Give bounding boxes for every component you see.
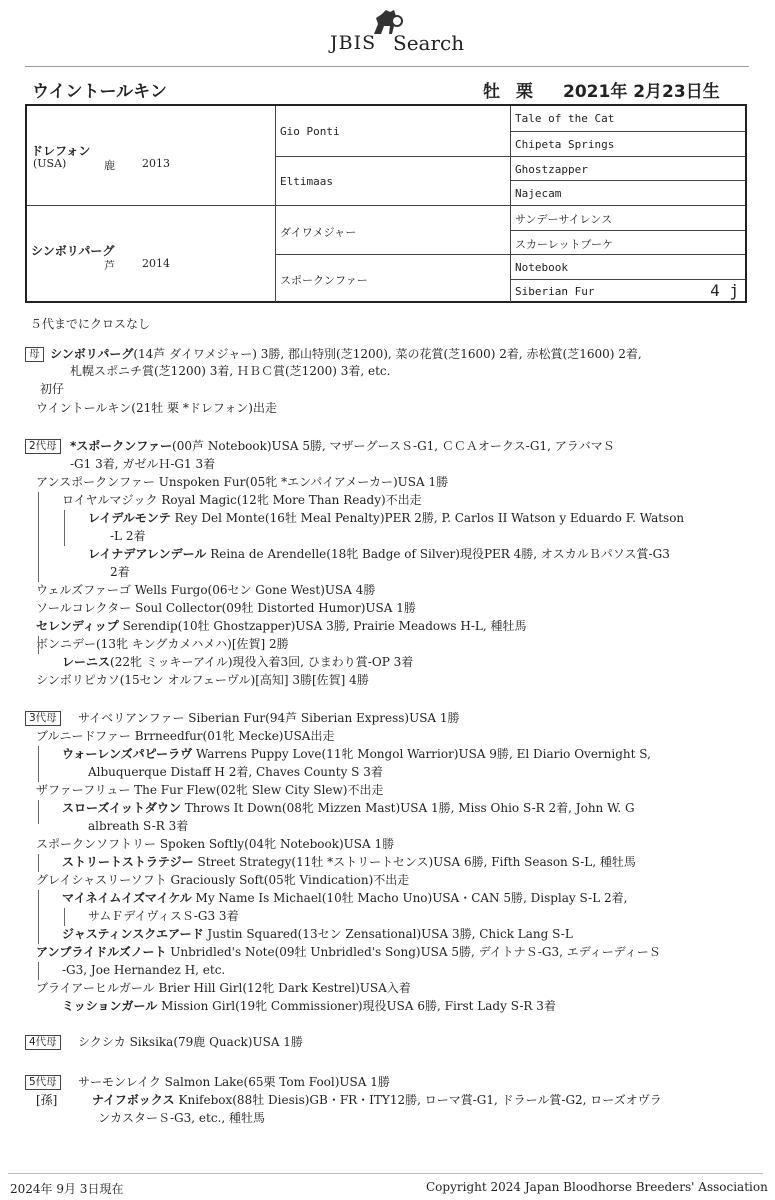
family-line-text: -G3, Joe Hernandez H, etc. <box>62 963 226 977</box>
g2-family-line <box>36 618 526 634</box>
grandchild-prefix: [孫] <box>36 1093 58 1107</box>
g5-family-line <box>92 1092 662 1108</box>
gen3-name[interactable]: Najecam <box>515 187 562 200</box>
tree-connector-line <box>38 746 39 782</box>
g3-section-tag: 3代母 <box>25 711 61 726</box>
g2-family-line <box>70 438 615 454</box>
gen3-name[interactable]: Tale of the Cat <box>515 112 615 125</box>
sire-country: (USA) <box>33 157 67 170</box>
g4-family-line <box>78 1034 303 1050</box>
pedigree-table <box>25 104 747 303</box>
family-line-text: -G1 3着, ガゼルＨ-G1 3着 <box>70 457 216 471</box>
pedigree-gen3-cell <box>511 131 745 156</box>
family-line-text: Warrens Puppy Love(11牝 Mongol Warrior)USA 9勝, El Diario Overnight S, <box>192 747 651 761</box>
pedigree-gen3-cell <box>511 180 745 205</box>
g3-family-line <box>36 872 409 888</box>
g5-family-line <box>78 1074 390 1090</box>
family-line-text: アンスポークンファー Unspoken Fur(05牝 *エンパイアメーカー)USA 1勝 <box>36 475 449 489</box>
dam-family-line <box>40 381 64 397</box>
tree-connector-line <box>38 890 39 944</box>
family-line-text: -L 2着 <box>110 529 146 543</box>
g5-section-tag: 5代母 <box>25 1075 61 1090</box>
g2-family-line <box>36 636 289 652</box>
family-line-text: Mission Girl(19牝 Commissioner)現役USA 6勝, First Lady S-R 3着 <box>157 999 556 1013</box>
horse-name-bold[interactable]: スローズイットダウン <box>62 801 181 815</box>
tree-connector-line <box>38 636 39 654</box>
dam-section-tag: 母 <box>25 347 44 362</box>
family-line-text: (14芦 ダイワメジャー) 3勝, 郡山特別(芝1200), 菜の花賞(芝1600) 2着, 赤松賞(芝1600) 2着, <box>133 347 642 361</box>
family-line-text: 札幌スポニチ賞(芝1200) 3着, ＨＢＣ賞(芝1200) 3着, etc. <box>70 364 391 378</box>
g2-family-line <box>70 456 215 472</box>
horse-sex: 牡 <box>483 82 500 102</box>
family-line-text: (22牝 ミッキーアイル)現役入着3回, ひまわり賞-OP 3着 <box>110 655 414 669</box>
pedigree-gen2-cell <box>276 156 511 205</box>
pedigree-gen3-cell <box>511 106 745 131</box>
family-line-text: Serendip(10牡 Ghostzapper)USA 3勝, Prairie Meadows H-L, 種牡馬 <box>118 619 527 633</box>
pedigree-gen2-cell <box>276 106 511 156</box>
g3-family-line <box>36 836 394 852</box>
family-line-text: シンボリピカソ(15セン オルフェーヴル)[高知] 3勝[佐賀] 4勝 <box>36 673 369 687</box>
g3-family-line <box>88 818 188 834</box>
family-line-text: Justin Squared(13セン Zensational)USA 3勝, Chick Lang S-L <box>203 927 573 941</box>
gen3-name[interactable]: サンデーサイレンス <box>515 213 613 226</box>
horse-name-bold[interactable]: ナイフボックス <box>92 1093 175 1107</box>
family-line-text: Throws It Down(08牝 Mizzen Mast)USA 1勝, Miss Ohio S-R 2着, John W. G <box>180 801 635 815</box>
footer-copyright: Copyright 2024 Japan Bloodhorse Breeders' Association <box>426 1180 768 1194</box>
horse-birth-date: 2021年 2月23日生 <box>563 82 720 102</box>
family-line-text: albreath S-R 3着 <box>88 819 189 833</box>
gen3-name[interactable]: Ghostzapper <box>515 163 588 176</box>
g2-family-line <box>36 582 375 598</box>
horse-name-bold[interactable]: ジャスティンスクエアード <box>62 927 204 941</box>
g2-family-line <box>36 600 416 616</box>
gen3-name[interactable]: Chipeta Springs <box>515 138 615 151</box>
family-line-text: ブライアーヒルガール Brier Hill Girl(12牝 Dark Kestrel)USA入着 <box>36 981 411 995</box>
g5-family-line <box>98 1110 265 1126</box>
family-line-text: ンカスターＳ-G3, etc., 種牡馬 <box>98 1111 265 1125</box>
family-line-text: ブルニードファー Brrneedfur(01牝 Mecke)USA出走 <box>36 729 335 743</box>
family-line-text: Reina de Arendelle(18牝 Badge of Silver)現役PER 4勝, オスカルＢパソス賞-G3 <box>206 547 670 561</box>
g2-family-line <box>110 528 145 544</box>
gen3-name[interactable]: Siberian Fur <box>515 285 595 298</box>
horse-name-bold[interactable]: レイデルモンテ <box>88 511 171 525</box>
g3-family-line <box>88 908 239 924</box>
g2-family-line <box>62 492 422 508</box>
dam-family-line <box>36 400 277 416</box>
family-line-text: スポークンソフトリー Spoken Softly(04牝 Notebook)USA 1勝 <box>36 837 395 851</box>
horse-name-bold[interactable]: アンブライドルズノート <box>36 945 167 959</box>
tree-connector-line <box>38 854 39 872</box>
pedigree-gen3-cell <box>511 254 745 279</box>
gen2-name[interactable]: ダイワメジャー <box>280 226 357 239</box>
pedigree-gen3-cell <box>511 230 745 254</box>
g2-family-line <box>62 654 413 670</box>
horse-name-bold[interactable]: レーニス <box>62 655 111 669</box>
family-line-text: サイベリアンファー Siberian Fur(94芦 Siberian Express)USA 1勝 <box>78 711 460 725</box>
horse-name-bold[interactable]: ミッションガール <box>62 999 158 1013</box>
tree-connector-line <box>64 510 65 546</box>
pedigree-gen3-cell <box>511 156 745 180</box>
family-line-text: サーモンレイク Salmon Lake(65栗 Tom Fool)USA 1勝 <box>78 1075 390 1089</box>
sire-year: 2013 <box>142 157 170 170</box>
logo-search-text: Search <box>393 31 465 55</box>
family-line-text: ウイントールキン(21牡 栗 *ドレフォン)出走 <box>36 401 277 415</box>
gen3-name[interactable]: Notebook <box>515 261 568 274</box>
pedigree-gen3-cell <box>511 279 745 302</box>
family-line-text: Street Strategy(11牡 *ストリートセンス)USA 6勝, Fifth Season S-L, 種牡馬 <box>193 855 636 869</box>
g3-family-line <box>62 998 556 1014</box>
horse-name-bold[interactable]: セレンディップ <box>36 619 119 633</box>
gen2-name[interactable]: Eltimaas <box>280 175 333 188</box>
g2-family-line <box>88 546 670 562</box>
pedigree-sire-cell <box>27 106 276 205</box>
footer-date: 2024年 9月 3日現在 <box>10 1182 124 1196</box>
horse-name-bold[interactable]: シンボリパーグ <box>50 347 134 361</box>
jbis-search-logo[interactable] <box>330 8 470 56</box>
g3-family-line <box>62 890 627 906</box>
family-line-text: サムＦデイヴィスＳ-G3 3着 <box>88 909 239 923</box>
dam-year: 2014 <box>142 257 170 270</box>
g3-family-line <box>88 764 383 780</box>
pedigree-gen2-cell <box>276 254 511 302</box>
g3-family-line <box>78 710 460 726</box>
pedigree-dam-cell <box>27 205 276 302</box>
dam-color: 芦 <box>104 259 115 272</box>
horse-name-bold[interactable]: マイネイムイズマイケル <box>62 891 192 905</box>
horse-name: ウイントールキン <box>32 82 167 102</box>
family-line-text: ザファーフリュー The Fur Flew(02牝 Slew City Slew)不出走 <box>36 783 384 797</box>
sire-name[interactable]: ドレフォン <box>31 144 91 158</box>
family-line-text: My Name Is Michael(10牡 Macho Uno)USA・CAN 5勝, Display S-L 2着, <box>191 891 628 905</box>
gen2-name[interactable]: Gio Ponti <box>280 125 340 138</box>
family-line-text: (00芦 Notebook)USA 5勝, マザーグースＳ-G1, ＣＣＡオークス-G1, アラバマＳ <box>172 439 615 453</box>
g3-family-line <box>62 926 573 942</box>
header-divider <box>25 66 749 67</box>
g2-family-line <box>36 474 448 490</box>
horse-color: 栗 <box>516 82 533 102</box>
g3-family-line <box>62 746 651 762</box>
horse-name-bold[interactable]: ウォーレンズパピーラヴ <box>62 747 193 761</box>
dam-family-line <box>50 346 642 362</box>
g3-family-line <box>36 782 384 798</box>
family-line-text: ロイヤルマジック Royal Magic(12牝 More Than Ready)不出走 <box>62 493 422 507</box>
family-line-text: グレイシャスリーソフト Graciously Soft(05牝 Vindication)不出走 <box>36 873 410 887</box>
logo-jbis-text: JBIS <box>330 32 377 54</box>
family-line-text: ソールコレクター Soul Collector(09牡 Distorted Humor)USA 1勝 <box>36 601 416 615</box>
family-line-text: ウェルズファーゴ Wells Furgo(06セン Gone West)USA 4勝 <box>36 583 376 597</box>
horse-name-bold[interactable]: レイナデアレンデール <box>88 547 207 561</box>
tree-connector-line <box>38 962 39 980</box>
family-line-text: シクシカ Siksika(79鹿 Quack)USA 1勝 <box>78 1035 303 1049</box>
pedigree-gen2-cell <box>276 205 511 254</box>
cross-code: 4 j <box>710 281 739 300</box>
g3-family-line <box>36 980 411 996</box>
pedigree-gen3-cell <box>511 205 745 230</box>
g2-family-line <box>88 510 684 526</box>
horse-name-bold[interactable]: *スポークンファー <box>70 439 173 453</box>
g2-family-line <box>110 564 130 580</box>
g3-family-line <box>62 854 636 870</box>
g3-family-line <box>36 944 661 960</box>
dam-family-line <box>70 363 390 379</box>
horse-name-bold[interactable]: ストリートストラテジー <box>62 855 194 869</box>
tree-connector-line <box>64 908 65 926</box>
g3-family-line <box>62 800 635 816</box>
family-line-text: 2着 <box>110 565 130 579</box>
gen2-name[interactable]: スポークンファー <box>280 274 368 287</box>
g4-section-tag: 4代母 <box>25 1035 61 1050</box>
tree-connector-line <box>38 492 39 582</box>
cross-note: ５代までにクロスなし <box>30 317 151 331</box>
g2-section-tag: 2代母 <box>25 439 61 454</box>
family-line-text: Rey Del Monte(16牡 Meal Penalty)PER 2勝, P. Carlos II Watson y Eduardo F. Watson <box>170 511 685 525</box>
family-line-text: Albuquerque Distaff H 2着, Chaves County S 3着 <box>88 765 383 779</box>
footer-divider <box>8 1173 763 1174</box>
tree-connector-line <box>38 800 39 824</box>
dam-name[interactable]: シンボリパーグ <box>31 244 115 258</box>
family-line-text: 初仔 <box>40 382 65 396</box>
g2-family-line <box>36 672 369 688</box>
sire-color: 鹿 <box>104 159 115 172</box>
family-line-text: Knifebox(88牡 Diesis)GB・FR・ITY12勝, ローマ賞-G1, ドラール賞-G2, ローズオヴラ <box>174 1093 662 1107</box>
gen3-name[interactable]: スカーレットブーケ <box>515 238 614 251</box>
family-line-text: Unbridled's Note(09牡 Unbridled's Song)USA 5勝, デイトナＳ-G3, エディーディーＳ <box>166 945 661 959</box>
g3-family-line <box>62 962 225 978</box>
g3-family-line <box>36 728 334 744</box>
family-line-text: ボンニデー(13牝 キングカメハメハ)[佐賀] 2勝 <box>36 637 289 651</box>
